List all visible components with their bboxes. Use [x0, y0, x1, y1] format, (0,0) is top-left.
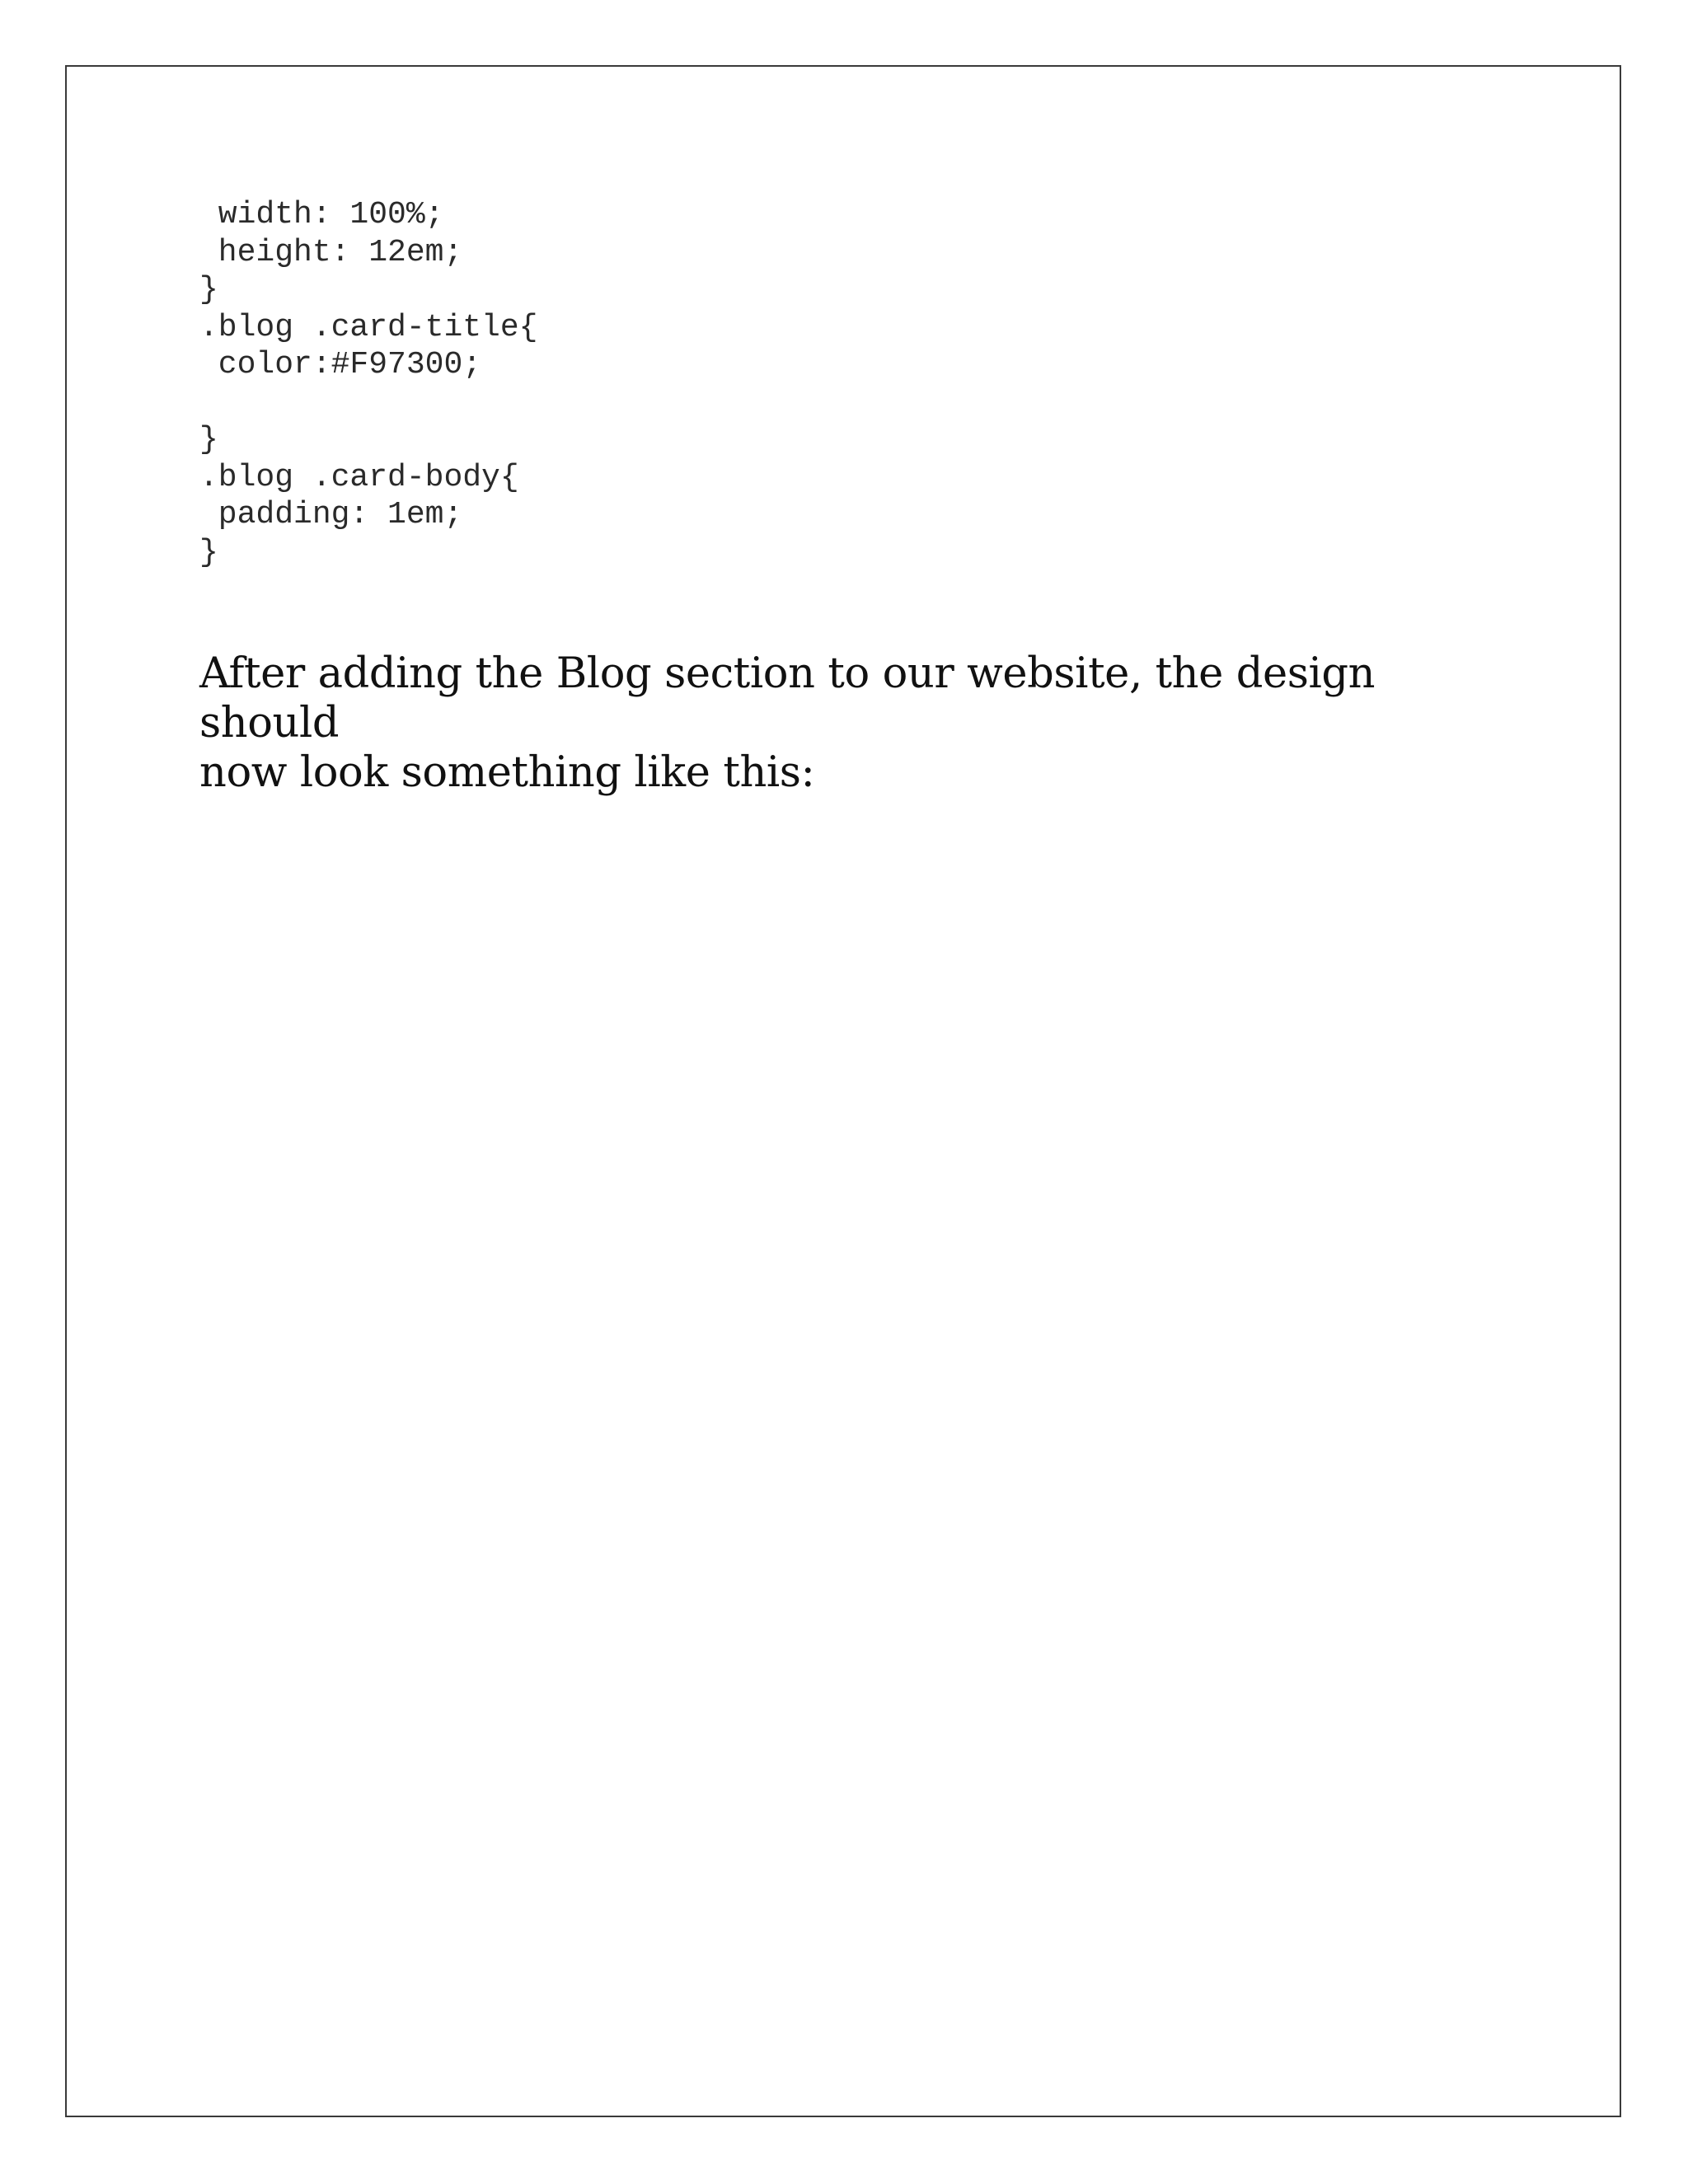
code-line: width: 100%;	[199, 197, 444, 232]
code-line: height: 12em;	[199, 234, 463, 270]
code-line: }	[199, 422, 218, 457]
code-blank-line	[199, 384, 537, 422]
code-line: .blog .card-title{	[199, 309, 538, 345]
paragraph-line-2: now look something like this:	[199, 748, 815, 797]
code-line: color:#F97300;	[199, 347, 482, 382]
css-code-block	[199, 196, 537, 571]
code-line: }	[199, 534, 218, 570]
code-line: }	[199, 272, 218, 307]
paragraph-line-1: After adding the Blog section to our website, the design should	[199, 649, 1376, 748]
body-paragraph	[199, 649, 1485, 798]
code-line: .blog .card-body{	[199, 459, 519, 495]
code-line: padding: 1em;	[199, 497, 463, 532]
